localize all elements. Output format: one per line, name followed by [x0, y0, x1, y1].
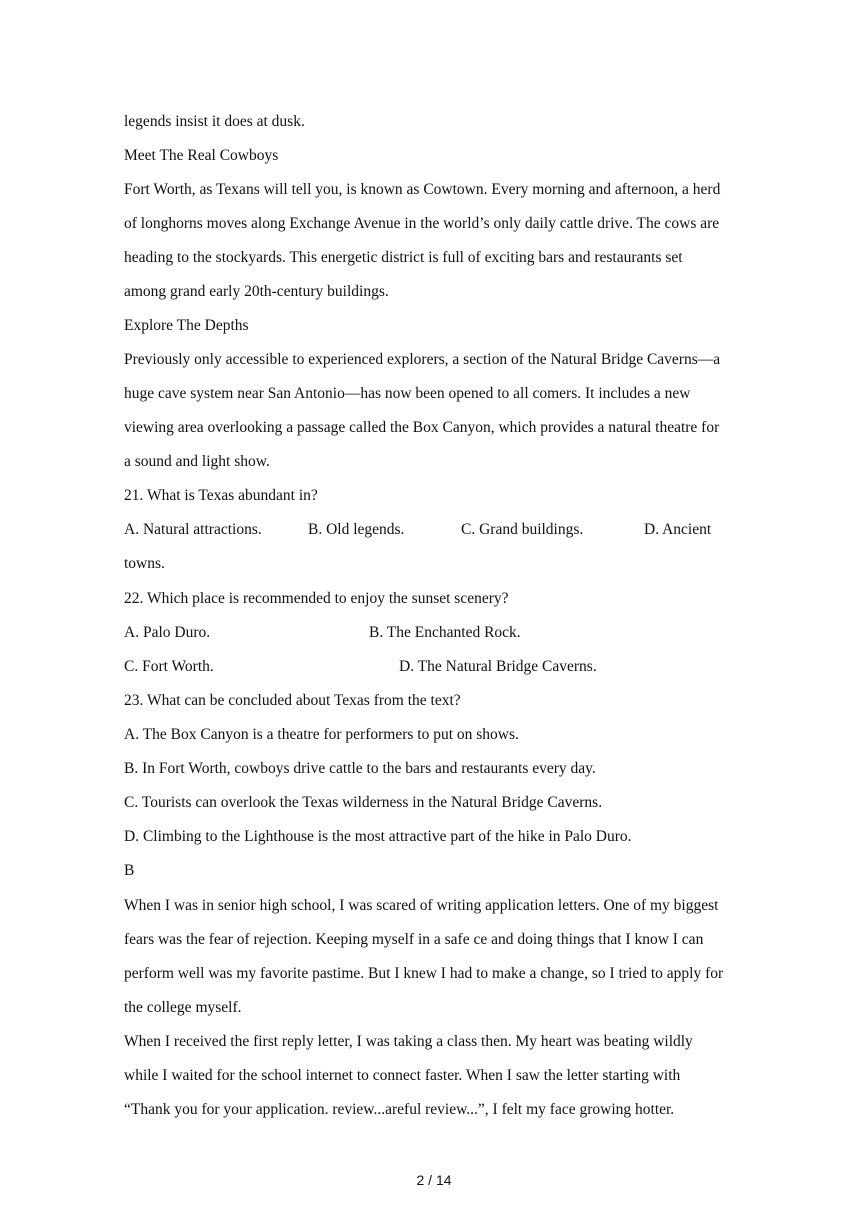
question-21-option-c: C. Grand buildings.	[461, 521, 584, 538]
passage-text-line: perform well was my favorite pastime. But I knew I had to make a change, so I tried to apply for	[124, 965, 724, 982]
passage-text-line: heading to the stockyards. This energetic district is full of exciting bars and restaurants set	[124, 249, 683, 266]
question-22-option-d: D. The Natural Bridge Caverns.	[399, 658, 597, 675]
question-21-option-d-continued: towns.	[124, 555, 165, 572]
passage-text-line: Fort Worth, as Texans will tell you, is known as Cowtown. Every morning and afternoon, a herd	[124, 181, 721, 198]
question-21-option-a: A. Natural attractions.	[124, 521, 262, 538]
section-heading-cowboys: Meet The Real Cowboys	[124, 147, 279, 164]
question-23-option-a: A. The Box Canyon is a theatre for performers to put on shows.	[124, 726, 519, 743]
question-22-option-c: C. Fort Worth.	[124, 658, 214, 675]
passage-text-line: When I received the first reply letter, I was taking a class then. My heart was beating wildly	[124, 1033, 693, 1050]
question-23-option-c: C. Tourists can overlook the Texas wilderness in the Natural Bridge Caverns.	[124, 794, 603, 811]
passage-text-line: Previously only accessible to experienced explorers, a section of the Natural Bridge Caverns—a	[124, 351, 721, 368]
question-23-option-b: B. In Fort Worth, cowboys drive cattle to the bars and restaurants every day.	[124, 760, 596, 777]
passage-text-line: When I was in senior high school, I was scared of writing application letters. One of my biggest	[124, 897, 719, 914]
section-heading-depths: Explore The Depths	[124, 317, 249, 334]
passage-text-line: the college myself.	[124, 999, 242, 1016]
question-22-option-a: A. Palo Duro.	[124, 624, 211, 641]
question-21-option-d: D. Ancient	[644, 521, 712, 538]
question-21-stem: 21. What is Texas abundant in?	[124, 487, 318, 504]
passage-text-line: while I waited for the school internet to connect faster. When I saw the letter starting with	[124, 1067, 681, 1084]
passage-text-line: legends insist it does at dusk.	[124, 113, 305, 130]
question-23-stem: 23. What can be concluded about Texas from the text?	[124, 692, 461, 709]
passage-text-line: viewing area overlooking a passage called the Box Canyon, which provides a natural theatre for	[124, 419, 720, 436]
passage-text-line: huge cave system near San Antonio—has now been opened to all comers. It includes a new	[124, 385, 691, 402]
page-number: 2 / 14	[416, 1172, 452, 1188]
passage-text-line: among grand early 20th-century buildings.	[124, 283, 389, 300]
passage-text-line: of longhorns moves along Exchange Avenue in the world’s only daily cattle drive. The cows are	[124, 215, 720, 232]
question-21-option-b: B. Old legends.	[308, 521, 405, 538]
passage-text-line: “Thank you for your application. review...areful review...”, I felt my face growing hotter.	[124, 1101, 675, 1118]
question-23-option-d: D. Climbing to the Lighthouse is the most attractive part of the hike in Palo Duro.	[124, 828, 632, 845]
passage-text-line: fears was the fear of rejection. Keeping myself in a safe ce and doing things that I know I can	[124, 931, 704, 948]
passage-b-label: B	[124, 862, 135, 879]
passage-text-line: a sound and light show.	[124, 453, 270, 470]
question-22-stem: 22. Which place is recommended to enjoy the sunset scenery?	[124, 590, 509, 607]
question-22-option-b: B. The Enchanted Rock.	[369, 624, 521, 641]
